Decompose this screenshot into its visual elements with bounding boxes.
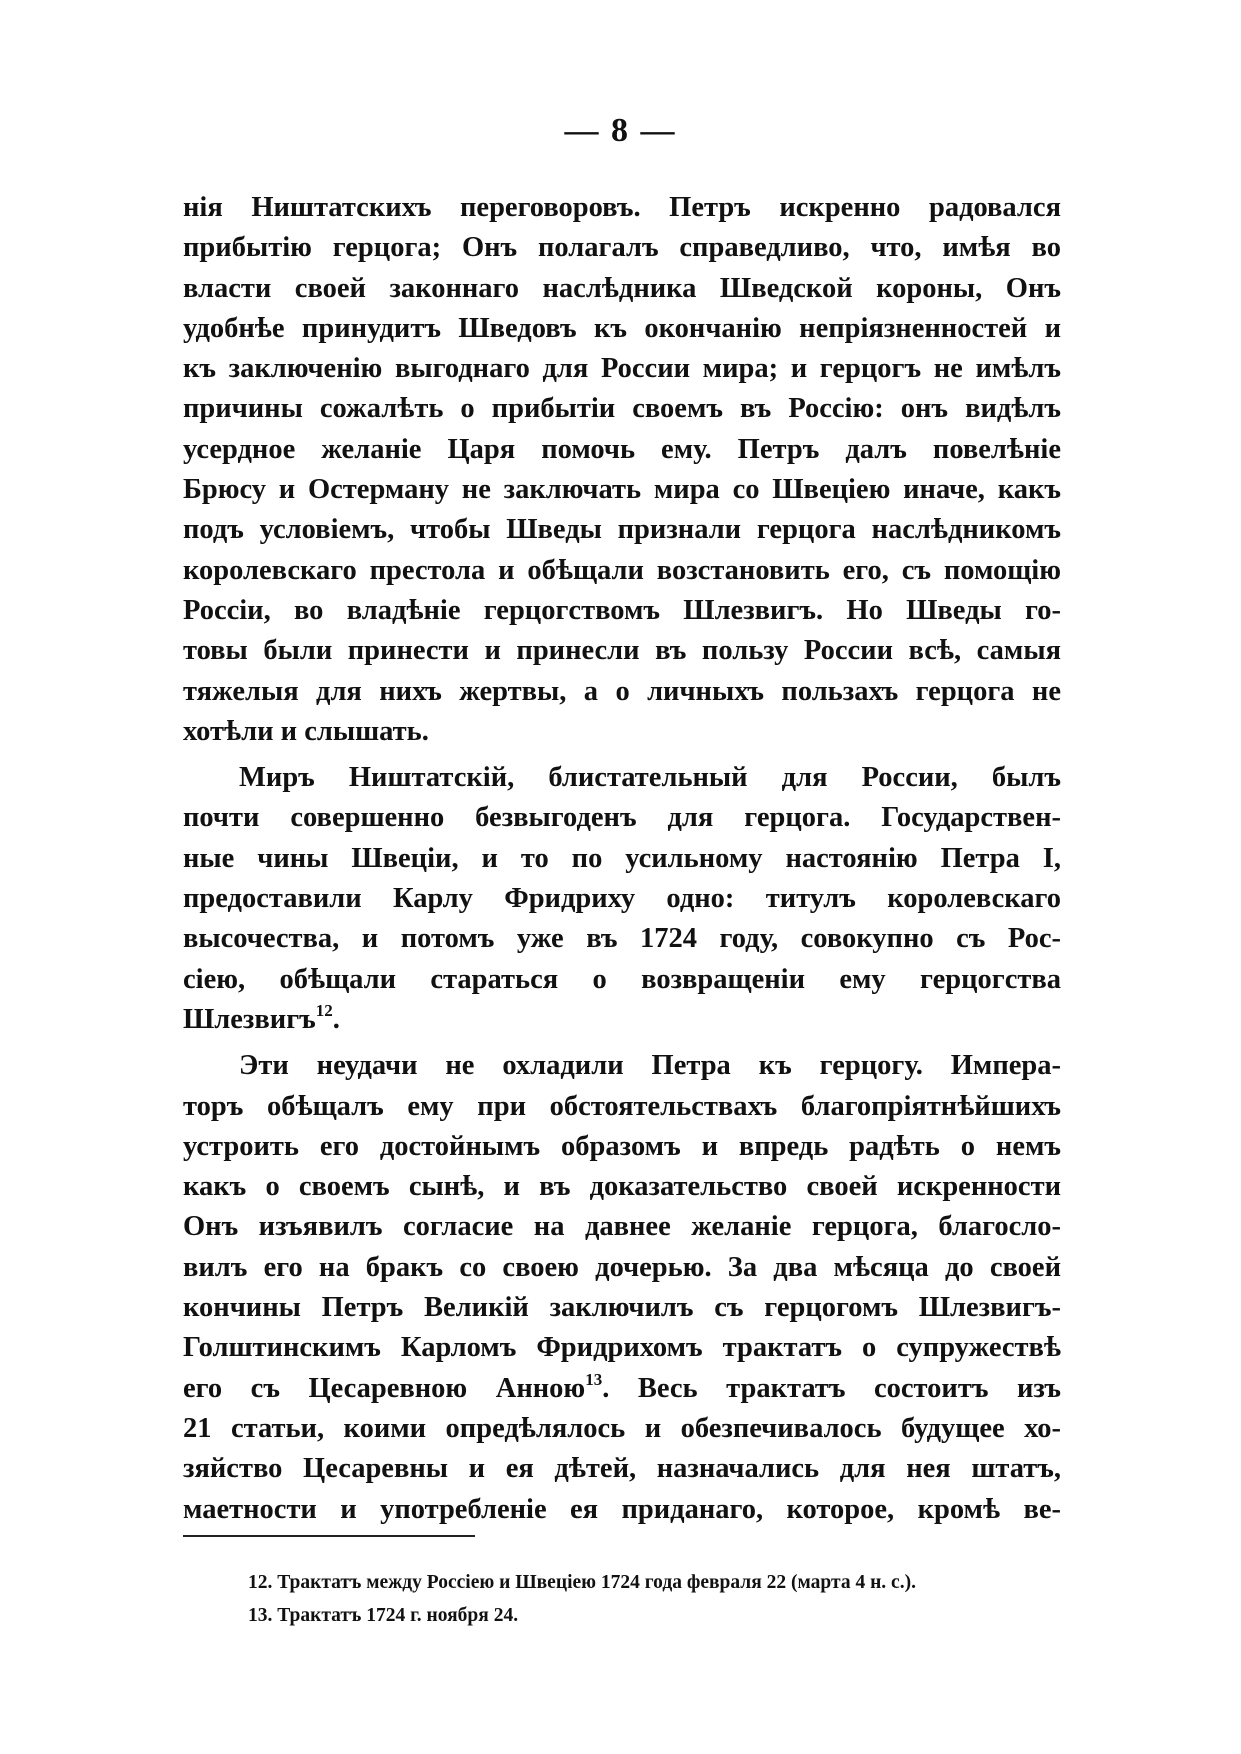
text-line — [183, 1000, 1061, 1040]
paragraph-1 — [183, 188, 1061, 752]
text-line: 21 статьи, коими опредѣлялось и обезпечивалось будущее хо- — [183, 1412, 1061, 1444]
text-line: торъ обѣщалъ ему при обстоятельствахъ благопріятнѣйшихъ — [183, 1090, 1061, 1122]
text-line: предоставили Карлу Фридриху одно: титулъ королевскаго — [183, 883, 1061, 915]
text-line: сіею, обѣщали стараться о возвращеніи ему герцогства — [183, 963, 1061, 995]
text-line: почти совершенно безвыгоденъ для герцога. Государствен- — [183, 802, 1061, 834]
text-line: товы были принести и принесли въ пользу России всѣ, самыя — [183, 635, 1061, 667]
text-fragment: его съ Цесаревною Анною — [183, 1372, 586, 1404]
text-line: Голштинскимъ Карломъ Фридрихомъ трактатъ о супружествѣ — [183, 1332, 1061, 1364]
text-line: нія Ништатскихъ переговоровъ. Петръ искренно радовался — [183, 192, 1061, 223]
text-line: ные чины Швеціи, и то по усильному настоянію Петра I, — [183, 842, 1061, 874]
text-line: удобнѣе принудитъ Шведовъ къ окончанію непріязненностей и — [183, 312, 1061, 344]
text-line: Россіи, во владѣніе герцогствомъ Шлезвигъ. Но Шведы го- — [183, 594, 1061, 626]
text-line: Эти неудачи не охладили Петра къ герцогу. Импера- — [239, 1050, 1061, 1082]
text-fragment: . Весь трактатъ состоитъ изъ — [602, 1372, 1061, 1404]
text-line: Брюсу и Остерману не заключать мира со Швеціею иначе, какъ — [183, 474, 1061, 506]
text-line: зяйство Цесаревны и ея дѣтей, назначались для нея штатъ, — [183, 1453, 1061, 1485]
text-fragment: . — [332, 1003, 340, 1035]
text-line — [183, 1369, 1061, 1409]
text-line: устроить его достойнымъ образомъ и впредь радѣть о немъ — [183, 1130, 1061, 1162]
text-line: хотѣли и слышать. — [183, 715, 429, 747]
text-line: вилъ его на бракъ со своею дочерью. За два мѣсяца до своей — [183, 1251, 1061, 1283]
text-line: королевскаго престола и обѣщали возстановить его, съ помощію — [183, 554, 1061, 586]
page-number: — 8 — — [564, 112, 677, 149]
text-line: маетности и употребленіе ея приданаго, которое, кромѣ ве- — [183, 1493, 1061, 1525]
footnote-reference: 12 — [315, 1000, 333, 1020]
text-line: власти своей законнаго наслѣдника Шведской короны, Онъ — [183, 272, 1061, 304]
text-line: усердное желаніе Царя помочь ему. Петръ далъ повелѣніе — [183, 433, 1061, 465]
text-line: прибытію герцога; Онъ полагалъ справедливо, что, имѣя во — [183, 232, 1061, 264]
text-line: кончины Петръ Великій заключилъ съ герцогомъ Шлезвигъ- — [183, 1292, 1061, 1324]
text-line: высочества, и потомъ уже въ 1724 году, совокупно съ Рос- — [183, 923, 1061, 955]
footnote-12: 12. Трактатъ между Россіею и Швеціею 1724 года февраля 22 (марта 4 н. с.). — [248, 1572, 916, 1593]
text-fragment: Шлезвигъ — [183, 1003, 316, 1035]
footnote-separator — [183, 1535, 475, 1537]
text-line: какъ о своемъ сынѣ, и въ доказательство своей искренности — [183, 1171, 1061, 1203]
text-line: Онъ изъявилъ согласие на давнее желаніе герцога, благосло- — [183, 1211, 1061, 1243]
footnote-13: 13. Трактатъ 1724 г. ноября 24. — [248, 1605, 519, 1626]
text-line: подъ условіемъ, чтобы Шведы признали герцога наслѣдникомъ — [183, 514, 1061, 546]
footnotes — [248, 1566, 1068, 1632]
paragraph-2 — [183, 758, 1061, 1040]
body-text — [183, 188, 1061, 1530]
text-line: Миръ Ништатскій, блистательный для России, былъ — [239, 762, 1061, 794]
paragraph-3 — [183, 1046, 1061, 1530]
footnote-reference: 13 — [585, 1369, 603, 1389]
text-line: причины сожалѣть о прибытіи своемъ въ Россію: онъ видѣлъ — [183, 393, 1061, 425]
text-line: къ заключенію выгоднаго для России мира; и герцогъ не имѣлъ — [183, 353, 1061, 385]
text-line: тяжелыя для нихъ жертвы, а о личныхъ пользахъ герцога не — [183, 675, 1061, 707]
